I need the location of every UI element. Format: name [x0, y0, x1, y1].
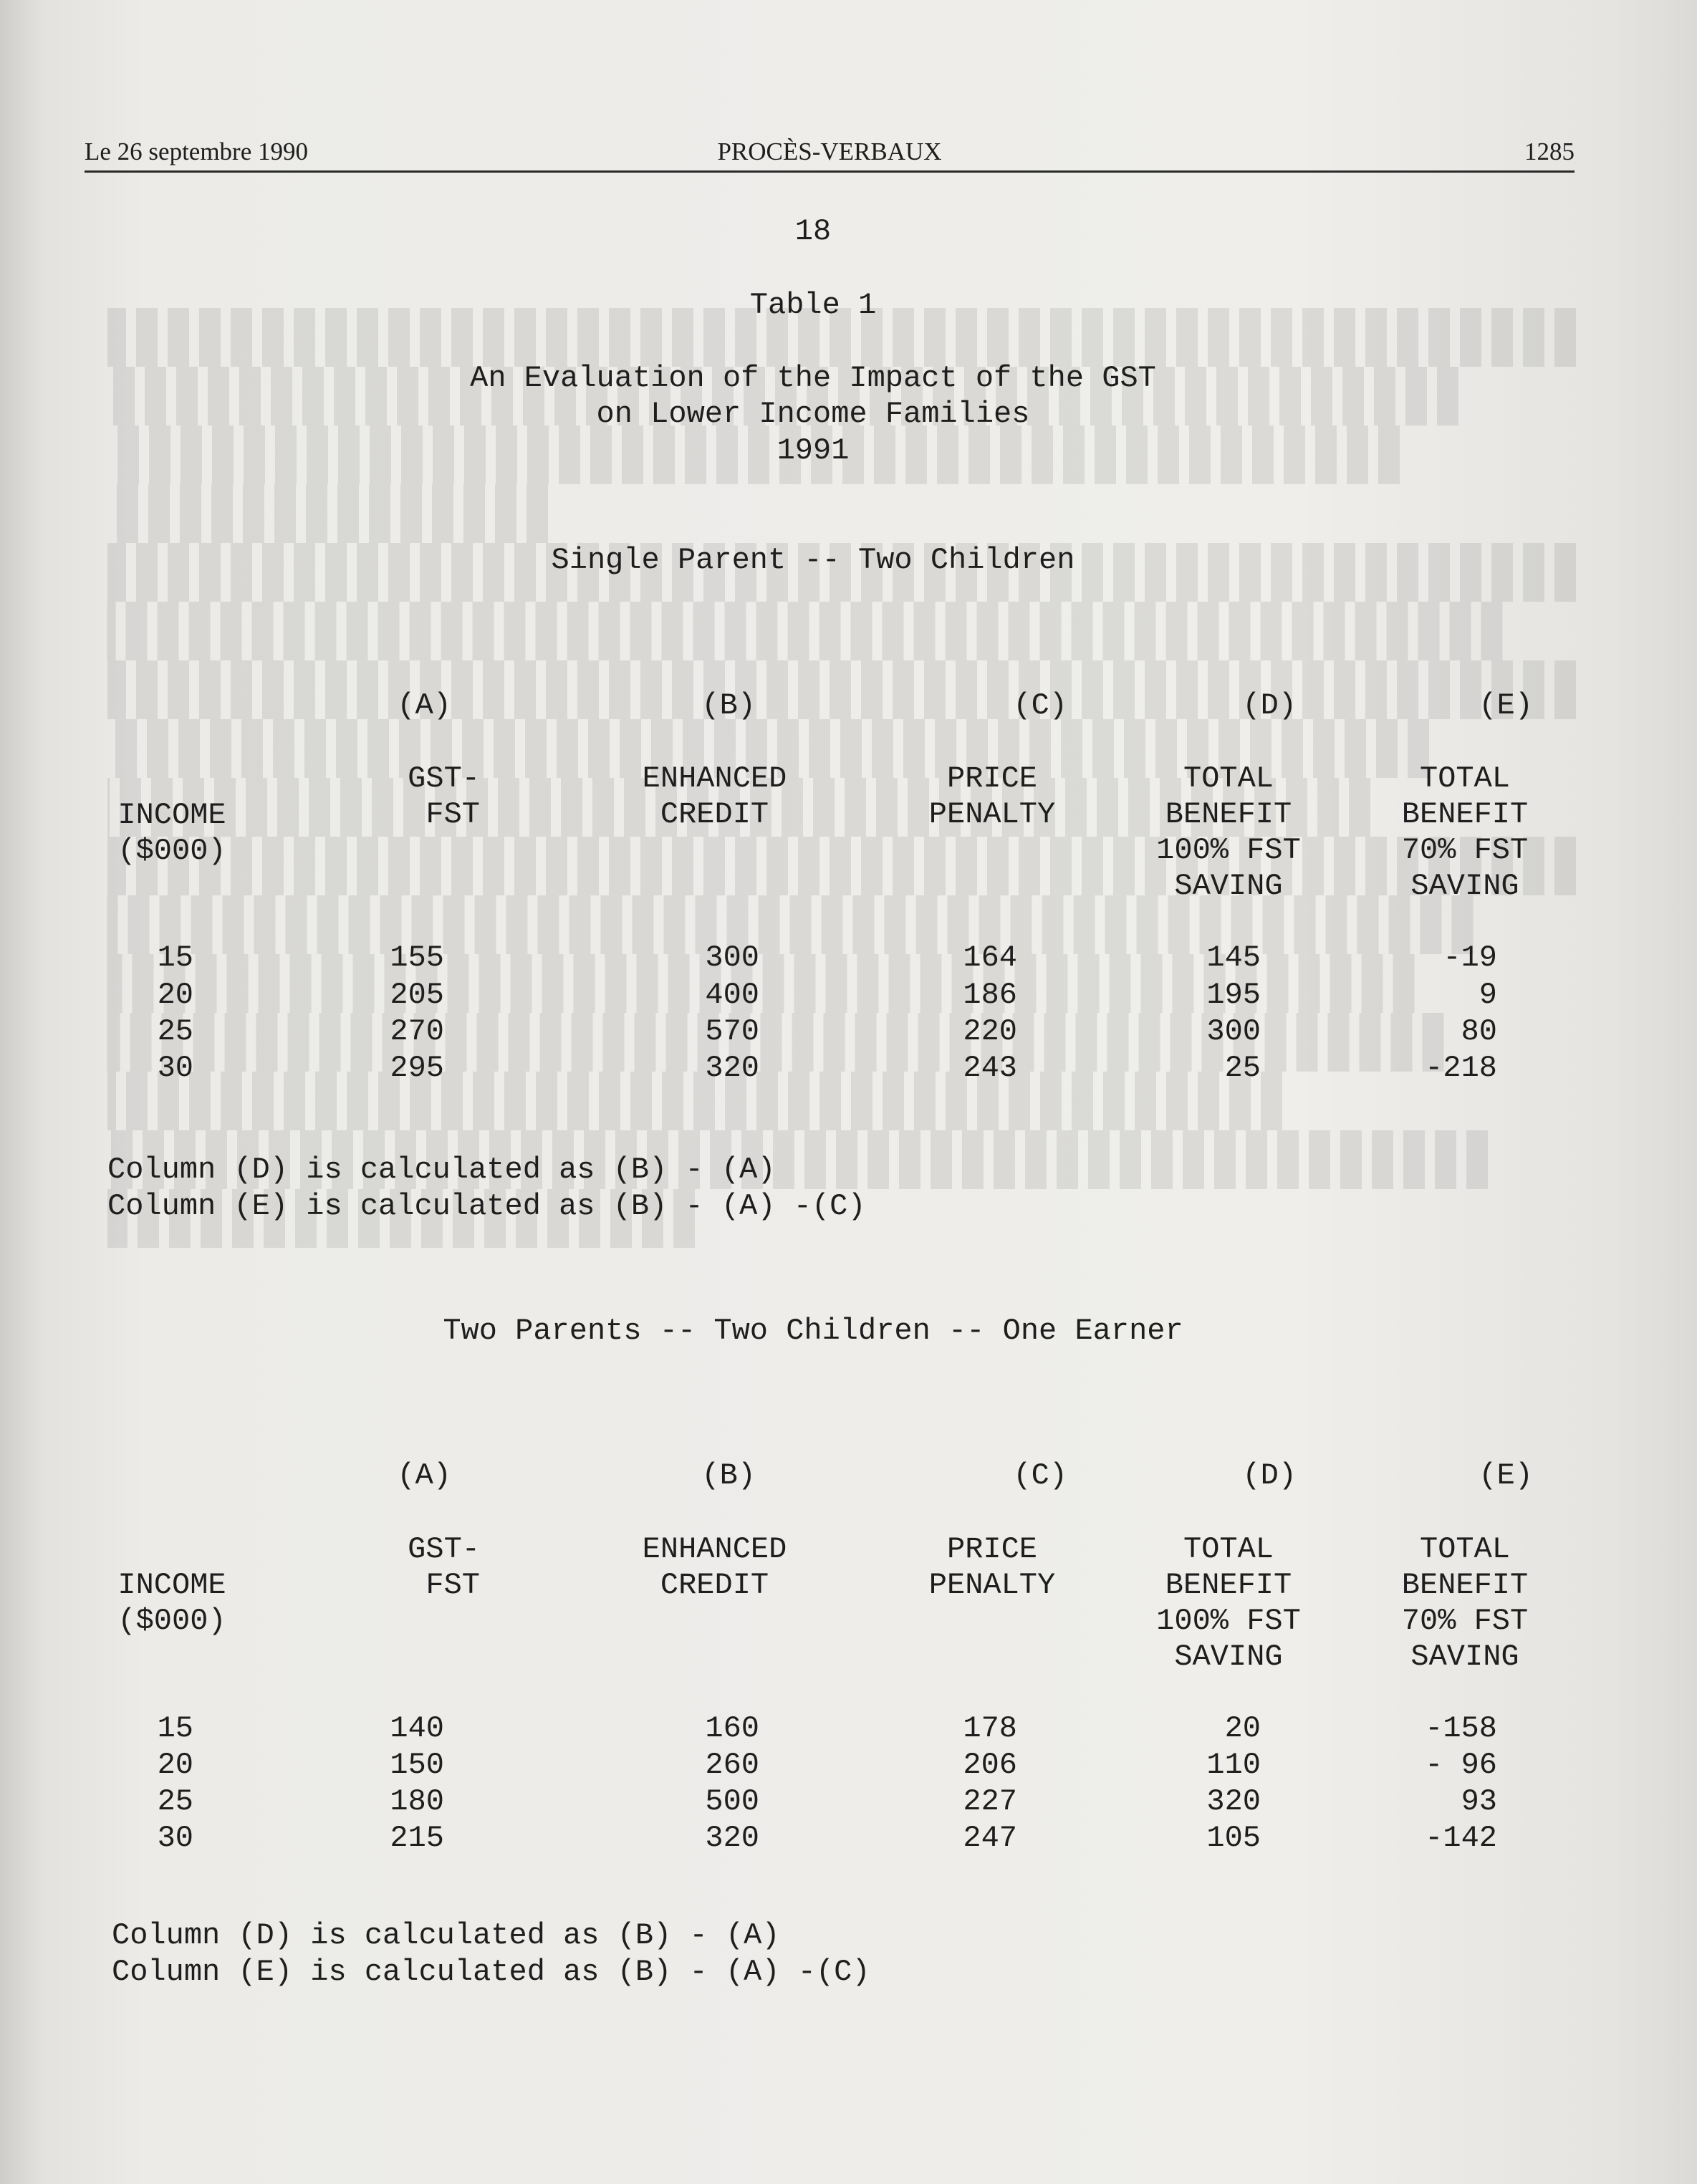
s1-letter-a: (A): [397, 688, 451, 723]
s2-letter-b: (B): [701, 1458, 756, 1493]
s2-note-column-e: Column (E) is calculated as (B) - (A) -(C): [112, 1955, 870, 1989]
s1-col-a-header: GST- FST: [408, 761, 480, 832]
s1-r2-b: 400: [705, 978, 759, 1012]
s1-r3-c: 220: [963, 1014, 1017, 1049]
s1-r3-d: 300: [1206, 1014, 1261, 1049]
s2-r2-d: 110: [1206, 1748, 1261, 1782]
s2-col-b-header: ENHANCED CREDIT: [642, 1532, 787, 1602]
s2-r3-d: 320: [1206, 1784, 1261, 1819]
s2-r4-a: 215: [390, 1821, 444, 1855]
s2-note-column-d: Column (D) is calculated as (B) - (A): [112, 1918, 780, 1953]
s1-note-column-e: Column (E) is calculated as (B) - (A) -(C): [107, 1189, 866, 1223]
s2-col-a-header: GST- FST: [408, 1532, 480, 1602]
s2-r2-a: 150: [390, 1748, 444, 1782]
s1-r4-income: 30: [157, 1051, 193, 1085]
s1-r3-income: 25: [157, 1014, 193, 1049]
s1-letter-d: (D): [1242, 688, 1297, 723]
s1-r4-d: 25: [1224, 1051, 1261, 1085]
s1-r2-a: 205: [390, 978, 444, 1012]
s2-income-header: INCOME ($000): [117, 1568, 226, 1638]
s1-r1-e: -19: [1443, 941, 1497, 975]
s2-r1-a: 140: [390, 1711, 444, 1746]
s2-col-d-header: TOTAL BENEFIT 100% FST SAVING: [1156, 1532, 1301, 1674]
s2-r3-b: 500: [705, 1784, 759, 1819]
s2-r3-income: 25: [157, 1784, 193, 1819]
s1-r4-e: -218: [1425, 1051, 1497, 1085]
s1-col-e-header: TOTAL BENEFIT 70% FST SAVING: [1401, 761, 1529, 903]
s2-r4-e: -142: [1425, 1821, 1497, 1855]
s2-letter-c: (C): [1013, 1458, 1067, 1493]
s2-r1-b: 160: [705, 1711, 759, 1746]
s2-r4-d: 105: [1206, 1821, 1261, 1855]
s1-r2-e: 9: [1479, 978, 1497, 1012]
s2-r2-e: - 96: [1425, 1748, 1497, 1782]
s2-r1-d: 20: [1224, 1711, 1261, 1746]
s2-r3-c: 227: [963, 1784, 1017, 1819]
s1-col-b-header: ENHANCED CREDIT: [642, 761, 787, 832]
s1-r4-c: 243: [963, 1051, 1017, 1085]
s2-r2-c: 206: [963, 1748, 1017, 1782]
table-title-line-1: An Evaluation of the Impact of the GST: [470, 361, 1156, 395]
s1-letter-b: (B): [701, 688, 756, 723]
s2-r1-e: -158: [1425, 1711, 1497, 1746]
page-header: [85, 138, 1575, 173]
s2-col-e-header: TOTAL BENEFIT 70% FST SAVING: [1401, 1532, 1529, 1674]
s1-r1-d: 145: [1206, 941, 1261, 975]
s1-r3-a: 270: [390, 1014, 444, 1049]
s1-col-d-header: TOTAL BENEFIT 100% FST SAVING: [1156, 761, 1301, 903]
s2-r1-c: 178: [963, 1711, 1017, 1746]
header-date: Le 26 septembre 1990: [85, 138, 308, 165]
s2-r3-e: 93: [1461, 1784, 1497, 1819]
s1-col-c-header: PRICE PENALTY: [928, 761, 1056, 832]
s1-r1-c: 164: [963, 941, 1017, 975]
s1-letter-e: (E): [1479, 688, 1533, 723]
s1-r1-b: 300: [705, 941, 759, 975]
s1-r4-a: 295: [390, 1051, 444, 1085]
header-page-number: 1285: [1524, 138, 1575, 165]
table-year: 1991: [777, 433, 850, 468]
s2-letter-e: (E): [1479, 1458, 1533, 1493]
s1-note-column-d: Column (D) is calculated as (B) - (A): [107, 1153, 776, 1187]
s1-letter-c: (C): [1013, 688, 1067, 723]
s2-col-c-header: PRICE PENALTY: [928, 1532, 1056, 1602]
s2-r1-income: 15: [157, 1711, 193, 1746]
table-title-line-2: on Lower Income Families: [596, 397, 1030, 431]
s1-r2-income: 20: [157, 978, 193, 1012]
s1-r2-d: 195: [1206, 978, 1261, 1012]
s2-letter-a: (A): [397, 1458, 451, 1493]
s1-r1-income: 15: [157, 941, 193, 975]
s2-r2-income: 20: [157, 1748, 193, 1782]
s1-r3-e: 80: [1461, 1014, 1497, 1049]
page-marker: 18: [794, 214, 832, 249]
s1-r1-a: 155: [390, 941, 444, 975]
s2-letter-d: (D): [1242, 1458, 1297, 1493]
section-heading-two-parents: Two Parents -- Two Children -- One Earner: [443, 1314, 1183, 1348]
table-label: Table 1: [749, 288, 877, 322]
s1-r2-c: 186: [963, 978, 1017, 1012]
header-title: PROCÈS-VERBAUX: [717, 138, 942, 165]
s1-income-header: INCOME ($000): [117, 798, 226, 868]
s2-r4-c: 247: [963, 1821, 1017, 1855]
s2-r3-a: 180: [390, 1784, 444, 1819]
s1-r4-b: 320: [705, 1051, 759, 1085]
s2-r4-b: 320: [705, 1821, 759, 1855]
section-heading-single-parent: Single Parent -- Two Children: [551, 543, 1075, 577]
s1-r3-b: 570: [705, 1014, 759, 1049]
s2-r4-income: 30: [157, 1821, 193, 1855]
s2-r2-b: 260: [705, 1748, 759, 1782]
